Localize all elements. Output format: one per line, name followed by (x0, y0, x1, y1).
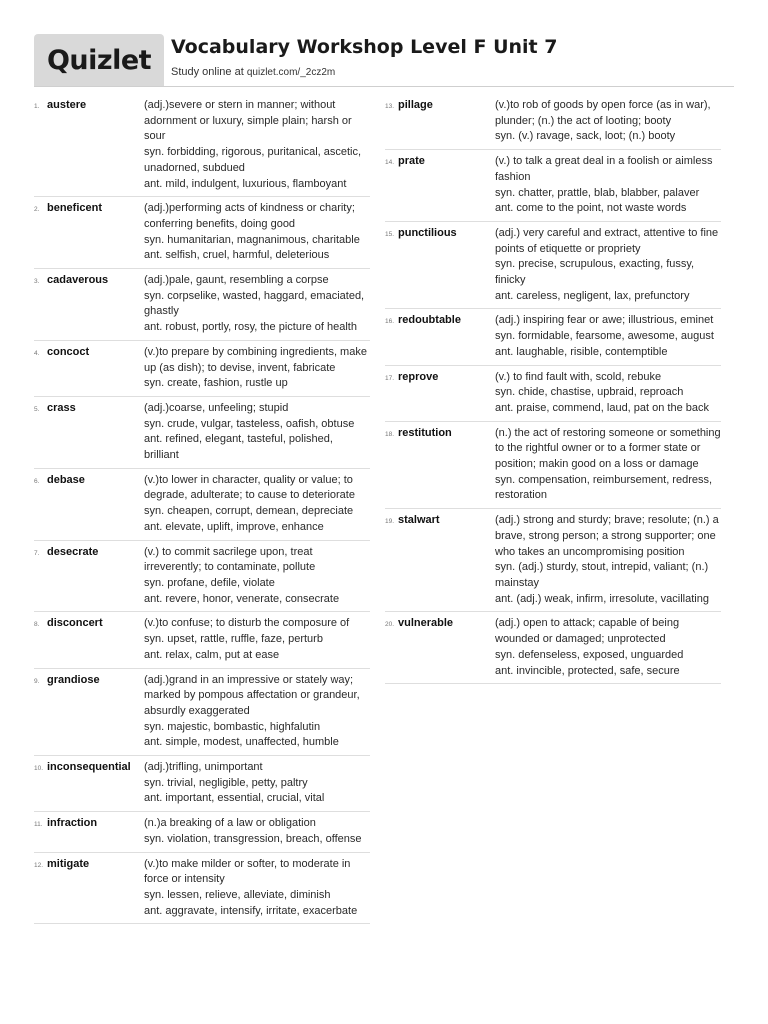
vocab-entry (385, 150, 721, 222)
antonyms-line: ant. careless, negligent, lax, prefunctory (495, 289, 690, 302)
entry-term: punctilious (398, 226, 457, 239)
entry-definition (144, 816, 370, 847)
synonyms-line: syn. profane, defile, violate (144, 576, 275, 589)
vocab-entry (385, 94, 721, 150)
entry-number: 20. (385, 621, 395, 629)
definition-text: (v.)to lower in character, quality or value; to degrade, adulterate; to cause to deteriorate (144, 473, 355, 502)
definition-text: (adj.) very careful and extract, attentive to fine points of etiquette or propriety (495, 226, 719, 255)
antonyms-line: ant. come to the point, not waste words (495, 202, 687, 215)
vocab-column-left (34, 94, 370, 924)
entry-definition (144, 98, 370, 192)
synonyms-line: syn. violation, transgression, breach, offense (144, 832, 362, 845)
entry-definition (144, 616, 370, 663)
entry-number: 15. (385, 230, 395, 238)
antonyms-line: ant. robust, portly, rosy, the picture of health (144, 321, 357, 334)
vocab-entry (385, 509, 721, 612)
vocab-entry (385, 612, 721, 684)
synonyms-line: syn. majestic, bombastic, highfalutin (144, 720, 321, 733)
synonyms-line: syn. humanitarian, magnanimous, charitable (144, 233, 360, 246)
definition-text: (v.)to prepare by combining ingredients, make up (as dish); to devise, invent, fabricate (144, 345, 367, 374)
entry-number: 17. (385, 374, 395, 382)
entry-number: 9. (34, 677, 40, 685)
entry-definition (144, 545, 370, 608)
entry-number: 16. (385, 318, 395, 326)
synonyms-line: syn. (v.) ravage, sack, loot; (n.) booty (495, 130, 676, 143)
synonyms-line: syn. create, fashion, rustle up (144, 377, 288, 390)
entry-number: 3. (34, 278, 40, 286)
entry-definition (495, 313, 721, 360)
definition-text: (adj.) open to attack; capable of being wounded or damaged; unprotected (495, 617, 680, 646)
entry-number: 4. (34, 349, 40, 357)
entry-term: vulnerable (398, 617, 454, 630)
vocab-entry (385, 366, 721, 422)
entry-term: beneficent (47, 202, 103, 215)
entry-number: 19. (385, 518, 395, 526)
vocab-entry (34, 269, 370, 341)
vocab-entry (34, 94, 370, 197)
vocab-entry (34, 853, 370, 925)
antonyms-line: ant. invincible, protected, safe, secure (495, 664, 680, 677)
entry-term: grandiose (47, 673, 100, 686)
entry-definition (144, 345, 370, 392)
entry-number: 6. (34, 477, 40, 485)
definition-text: (adj.)performing acts of kindness or charity; conferring benefits, doing good (144, 202, 355, 230)
entry-term: prate (398, 155, 425, 168)
vocab-entry (34, 397, 370, 469)
entry-definition (495, 426, 721, 505)
vocab-column-right (385, 94, 721, 684)
entry-term: disconcert (47, 617, 103, 630)
antonyms-line: ant. selfish, cruel, harmful, deleterious (144, 249, 330, 262)
entry-number: 18. (385, 430, 395, 438)
entry-definition (144, 760, 370, 807)
entry-number: 7. (34, 549, 40, 557)
header-divider (34, 86, 734, 87)
vocab-entry (385, 222, 721, 310)
antonyms-line: ant. elevate, uplift, improve, enhance (144, 520, 324, 533)
study-online-line (171, 66, 335, 78)
synonyms-line: syn. chatter, prattle, blab, blabber, palaver (495, 186, 700, 199)
entry-number: 8. (34, 621, 40, 629)
set-title: Vocabulary Workshop Level F Unit 7 (171, 36, 558, 58)
synonyms-line: syn. chide, chastise, upbraid, reproach (495, 386, 684, 399)
definition-text: (adj.)pale, gaunt, resembling a corpse (144, 274, 329, 287)
entry-number: 10. (34, 765, 44, 773)
entry-term: redoubtable (398, 314, 461, 327)
entry-definition (144, 201, 370, 264)
entry-definition (144, 673, 370, 752)
entry-term: desecrate (47, 545, 99, 558)
vocab-entry (34, 341, 370, 397)
vocab-entry (34, 756, 370, 812)
antonyms-line: ant. relax, calm, put at ease (144, 648, 280, 661)
synonyms-line: syn. lessen, relieve, alleviate, diminish (144, 888, 331, 901)
synonyms-line: syn. upset, rattle, ruffle, faze, perturb (144, 633, 323, 646)
definition-text: (v.)to rob of goods by open force (as in war), plunder; (n.) the act of looting; booty (495, 99, 711, 127)
entry-definition (495, 154, 721, 217)
entry-number: 2. (34, 206, 40, 214)
vocab-entry (34, 541, 370, 613)
synonyms-line: syn. precise, scrupulous, exacting, fussy, finicky (495, 258, 695, 287)
definition-text: (adj.)trifling, unimportant (144, 761, 263, 774)
page-header (34, 34, 734, 86)
antonyms-line: ant. aggravate, intensify, irritate, exacerbate (144, 904, 358, 917)
synonyms-line: syn. corpselike, wasted, haggard, emaciated, ghastly (144, 289, 365, 318)
definition-text: (v.) to find fault with, scold, rebuke (495, 370, 662, 383)
antonyms-line: ant. (adj.) weak, infirm, irresolute, vacillating (495, 592, 709, 605)
antonyms-line: ant. mild, indulgent, luxurious, flamboyant (144, 177, 347, 190)
entry-term: inconsequential (47, 761, 131, 774)
entry-number: 14. (385, 159, 395, 167)
entry-term: cadaverous (47, 274, 109, 287)
entry-definition (144, 473, 370, 536)
definition-text: (v.)to confuse; to disturb the composure of (144, 617, 350, 630)
entry-number: 5. (34, 405, 40, 413)
definition-text: (n.)a breaking of a law or obligation (144, 817, 316, 830)
vocab-entry (34, 612, 370, 668)
quizlet-logo[interactable]: Quizlet (34, 34, 164, 86)
entry-number: 12. (34, 861, 44, 869)
vocab-entry (34, 197, 370, 269)
entry-term: austere (47, 99, 87, 111)
definition-text: (adj.) inspiring fear or awe; illustrious, eminet (495, 314, 714, 327)
synonyms-line: syn. forbidding, rigorous, puritanical, ascetic, unadorned, subdued (144, 146, 362, 174)
entry-definition (495, 98, 721, 145)
synonyms-line: syn. formidable, fearsome, awesome, august (495, 330, 714, 343)
definition-text: (adj.)coarse, unfeeling; stupid (144, 401, 289, 414)
antonyms-line: ant. laughable, risible, contemptible (495, 345, 668, 358)
entry-term: stalwart (398, 514, 440, 527)
definition-text: (v.) to talk a great deal in a foolish or aimless fashion (495, 155, 713, 183)
antonyms-line: ant. revere, honor, venerate, consecrate (144, 592, 340, 605)
entry-definition (144, 857, 370, 920)
entry-definition (495, 616, 721, 679)
entry-term: infraction (47, 817, 98, 830)
antonyms-line: ant. important, essential, crucial, vital (144, 792, 325, 805)
entry-number: 11. (34, 821, 43, 829)
synonyms-line: syn. compensation, reimbursement, redress, restoration (495, 473, 713, 502)
entry-number: 1. (34, 103, 40, 110)
antonyms-line: ant. refined, elegant, tasteful, polished, brilliant (144, 433, 333, 462)
antonyms-line: ant. praise, commend, laud, pat on the back (495, 401, 710, 414)
synonyms-line: syn. (adj.) sturdy, stout, intrepid, valiant; (n.) mainstay (495, 561, 709, 589)
entry-term: debase (47, 473, 85, 486)
synonyms-line: syn. defenseless, exposed, unguarded (495, 648, 684, 661)
entry-term: restitution (398, 426, 452, 439)
entry-definition (495, 370, 721, 417)
vocab-entry (34, 812, 370, 852)
vocab-entry (34, 669, 370, 757)
definition-text: (adj.)grand in an impressive or stately way; marked by pompous affectation or grandeur, absurdly exaggerated (144, 673, 360, 717)
entry-term: mitigate (47, 857, 90, 870)
antonyms-line: ant. simple, modest, unaffected, humble (144, 736, 339, 749)
entry-definition (495, 513, 721, 607)
entry-number: 13. (385, 103, 395, 110)
definition-text: (v.) to commit sacrilege upon, treat irreverently; to contaminate, pollute (144, 545, 316, 574)
vocab-entry (385, 422, 721, 510)
entry-term: concoct (47, 345, 90, 358)
synonyms-line: syn. trivial, negligible, petty, paltry (144, 776, 308, 789)
synonyms-line: syn. crude, vulgar, tasteless, oafish, obtuse (144, 417, 355, 430)
definition-text: (adj.) strong and sturdy; brave; resolute; (n.) a brave, strong person; a strong supporter; one who takes an uncompromising position (495, 514, 719, 558)
definition-text: (adj.)severe or stern in manner; without adornment or luxury, simple plain; harsh or sour (144, 99, 352, 143)
study-link[interactable]: quizlet.com/_2cz2m (246, 67, 336, 78)
study-prefix: Study online at (171, 66, 247, 78)
vocab-entry (34, 469, 370, 541)
synonyms-line: syn. cheapen, corrupt, demean, depreciate (144, 505, 354, 518)
entry-definition (144, 273, 370, 336)
entry-term: reprove (398, 370, 439, 383)
definition-text: (n.) the act of restoring someone or something to the rightful owner or to a former state or position; makin good on a loss or damage (495, 426, 721, 471)
definition-text: (v.)to make milder or softer, to moderate in force or intensity (144, 857, 351, 886)
entry-term: crass (47, 401, 76, 414)
vocab-entry (385, 309, 721, 365)
entry-definition (144, 401, 370, 464)
entry-term: pillage (398, 99, 433, 111)
entry-definition (495, 226, 721, 305)
